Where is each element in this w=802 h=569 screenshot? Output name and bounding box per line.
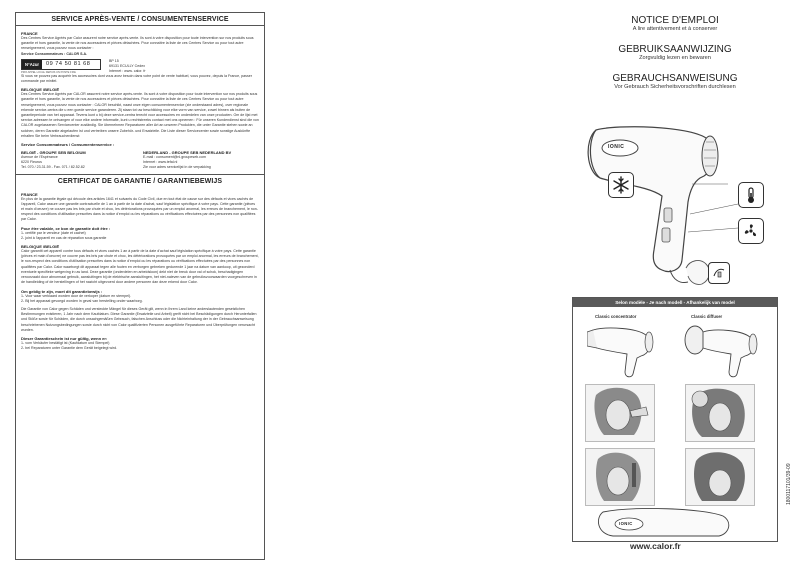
azur-sub: PRIX APPEL LOCAL DEPUIS UN POSTE FIXE — [21, 70, 76, 74]
service-warranty-panel — [15, 12, 265, 560]
cert-france-text: En plus de la garantie légale qui découle des articles 1641 et suivants du Code Civil, due en tout état de cause sur des défauts et vices cachés de l'appareil, Calor assure une garantie contractuelle de 1 an à partir de la date d'achat, sauf législation spécifique à votre pays. Cette garantie (pièces et main d'oeuvre) ne couvre pas les bris par chute et choc, les détériorations provoquées par un emploi anormal, les erreurs de branchement, le non-respect des conditions d'utilisation prescrites dans la notice d'emploi ou les réparations ou vérifications effectuées par des personnes non qualifiées par Calor. — [21, 196, 259, 222]
cert-nl-heading: Om geldig te zijn, moet dit garantiebewijs : — [21, 288, 103, 294]
cert-de-text: Die Garantie von Calor gegen Schäden und versteckte Mängel für dieses Gerät gilt, wenn in Ihrem Land keine anderslautenden gesetzlichen Bestimmungen existieren, 1 Jahr nach dem Kaufdatum. Diese Garantie (Ersatzteile und Arbeit) greift nicht bei Beschädigungen durch Herunterfallen und Stöße sowie für Schäden, die durch unsachgemäßen Gebrauch, falschen Anschluss oder die Nichteinhaltung der in der Gebrauchsanweisung beschriebenen Nutzungsbedingungen sowie durch nicht von Calor qualifizierten Personen ausgeführte Reparaturen und Überprüfungen verursacht wurden. — [21, 306, 257, 332]
netherlands-col-line: E-mail : consument@nl.groupeseb.com — [143, 155, 206, 160]
azur-box — [21, 59, 101, 70]
certificate-block — [16, 187, 264, 352]
dryer-brand-label-2: IONIC — [619, 521, 633, 526]
cert-france-heading: FRANCE — [21, 191, 38, 197]
certificate-title: CERTIFICAT DE GARANTIE / GARANTIEBEWIJS — [57, 177, 223, 185]
france-service-block — [16, 26, 264, 171]
subtitle-fr: A lire attentivement et à conserver — [632, 26, 718, 32]
woman-drying-hair-image — [586, 385, 654, 441]
woman-diffuser-image — [686, 385, 754, 441]
models-bar: Selon modèle - Je nach modell - Afhankelijk van model — [573, 298, 777, 307]
cert-de-2: 2- bei Reparaturen unter Garantie dem Gerät beigelegt wird. — [21, 346, 118, 351]
title-nl: GEBRUIKSAANWIJZING — [618, 44, 732, 55]
diffuser-dryer-drawing — [683, 322, 773, 378]
belgium-column — [21, 147, 137, 171]
azur-number: 09 74 50 81 68 — [46, 61, 91, 68]
azur-tag: N°Azur — [22, 60, 42, 69]
speed-badge — [738, 218, 764, 244]
france-text-2: Si vous ne pouvez pas acquérir les accessoires dont vous avez besoin dans votre point de vente habituel, vous pouvez, depuis la France, passer commande par minitel. — [21, 73, 252, 84]
cert-belgique-heading: BELGIQUE /BELGIË — [21, 244, 60, 250]
belgium-col-heading: BELGIË - GROUPE SEB BELGIUM — [21, 150, 86, 156]
hand-switch-badge — [708, 262, 730, 284]
cert-valid-heading: Pour être valable, ce bon de garantie doit être : — [21, 225, 111, 231]
document-code: 1800117101/39-09 — [786, 463, 792, 505]
belgium-col-line: Tel. 070 / 23.31.59 - Fax. 071 / 82.52.82 — [21, 165, 85, 170]
usage-photo-1 — [585, 384, 655, 442]
website-url[interactable]: www.calor.fr — [630, 541, 681, 551]
thermometer-icon — [742, 186, 760, 204]
snowflake-icon — [612, 176, 630, 194]
netherlands-col-line: Internet : www.tefal.nl — [143, 160, 178, 165]
cert-de-heading: Dieser Garantieschein ist nur gültig, wenn er: — [21, 335, 108, 341]
netherlands-column — [143, 147, 259, 171]
cool-shot-badge — [608, 172, 634, 198]
woman-brush-image — [586, 449, 654, 505]
subtitle-nl: Zorgvuldig lezen en bewaren — [639, 55, 711, 61]
usage-photo-4 — [685, 448, 755, 506]
france-heading: FRANCE — [21, 31, 38, 36]
title-fr-block — [570, 15, 780, 32]
cert-nl-1: 1- Voor waar verklaard worden door de verkoper (datum en stempel). — [21, 293, 132, 298]
belgium-col-line: Avenue de l'Espérance — [21, 155, 58, 160]
cert-de-1: 1- vom Verkäufer bestätigt ist (Kaufdatum und Stempel) — [21, 340, 110, 345]
address-bp: BP 15 — [109, 58, 119, 63]
title-de: GEBRAUCHSANWEISUNG — [612, 73, 738, 84]
consumer-heading: Service Consommateurs / Consumentenservice : — [21, 142, 115, 148]
cert-nl-2: 2- Bij het apparaat gevoegd worden in geval van herstelling onder waarborg. — [21, 298, 143, 303]
cert-valid-2: 2- joint à l'appareil en cas de réparation sous garantie — [21, 235, 107, 240]
dryer-brand-label: IONIC — [608, 144, 625, 150]
usage-photo-2 — [685, 384, 755, 442]
woman-curls-image — [686, 449, 754, 505]
fan-icon — [742, 222, 760, 240]
model-label-diffuser: Classic diffuser — [691, 314, 723, 319]
models-box — [572, 297, 778, 542]
belgique-heading: BELGIQUE /BELGIË — [21, 87, 60, 93]
azur-box-wrap — [21, 59, 101, 74]
service-title: SERVICE APRÈS-VENTE / CONSUMENTENSERVICE — [16, 13, 264, 26]
title-fr: NOTICE D'EMPLOI — [631, 15, 719, 26]
temperature-badge — [738, 182, 764, 208]
belgium-col-line: 6220 Fleurus — [21, 160, 42, 165]
consumer-columns — [21, 147, 259, 171]
france-contact: Service Consommateurs : CALOR S.A. — [21, 51, 88, 56]
netherlands-col-heading: NEDERLAND - GROUPE SEB NEDERLAND BV — [143, 150, 232, 156]
cert-belgique-text: Calor garantit cet appareil contre tous défauts et vices cachés 1 an à partir de la date d'achat sauf législation spécifique à votre pays. Cette garantie (pièces et main d'oeuvre) ne couvre pas les bris par chute et choc, les détériorations provoquées par un emploi anormal, les erreurs de branchement, le non-respect des conditions d'utilisation prescrites dans la notice d'emploi ou les réparations ou vérifications effectuées par des personnes non qualifiées par Calor. Calor waarborgt dit apparaat tegen alle fouten en verborgen gebreken gedurende 1 jaar na datum van aankoop, uit gezonderd eventuele specifieke wetgeving in uw land. Deze garantie (onderdelen en arbeidsloon) dekt niet de breuk door val of schok, beschadigingen veroorzaakt door abnormaal gebruik, aansluitingen bij de elektrische aansluitingen, het niet-naleven van de gebruiksvoorwaarden voorgeschreven in de handleiding of de herstellingen of het nazicht uitgevoerd door andere personen dan deze erkend door Calor. — [21, 249, 259, 285]
concentrator-dryer-drawing — [587, 322, 667, 378]
model-label-concentrator: Classic concentrator — [595, 314, 637, 319]
belgique-text: Des Centres Service Agréés par CALOR assurent notre service après-vente. Ils sont à votre disposition pour toute intervention sur nos produits sous garantie et hors garantie, la vente de nos accessoires et pièces détachées. Pour connaître la liste de ces Centres Service ou pour tout autre renseignement, vous pouvez nous contacter : CALOR beschikt, naast onze eigen consumentenservice (zie onderstaand adres), over regionale erkende service-centra die u een goede service garanderen. Zij staan tot uw beschikking voor elke vorm van service, zowel binnen als buiten de garantieperiode van het apparaat. Tevens kunt u bij deze service-centra terecht voor accessoires en onderdelen van onze producten. Om de lijst met service-adressen te ontvangen of voor elke andere informatie, kunt u rechtstreeks contact met ons opnemen : Für unseren Kundendienst sind die von CALOR zugelassenen Servicecenter zuständig. Sie übernehmen Reparaturen aller Art an unseren Produkten, die unter Garantie stehen sowie an solchen, deren Garantie abgelaufen ist und vertreiben unsere Zubehör- und Ersatzteile. Die Liste dieser Servicecenter sowie sonstige Auskünfte erhalten Sie beim Verbraucherdienst: — [21, 92, 259, 138]
usage-photo-3 — [585, 448, 655, 506]
subtitle-de: Vor Gebrauch Sicherheitsvorschriften durchlesen — [614, 84, 736, 90]
contact-row — [21, 59, 259, 74]
title-nl-block — [570, 44, 780, 61]
switch-detail-icon — [712, 266, 726, 280]
hair-dryer-illustration — [578, 120, 778, 290]
address-city: 69131 ECULLY Cedex — [109, 63, 146, 68]
address-internet: Internet : www. calor. fr — [109, 68, 146, 73]
calor-address — [109, 59, 146, 74]
netherlands-col-line: Zie voor adres servicelijst in de verpakking — [143, 165, 211, 170]
title-de-block — [570, 73, 780, 90]
france-text: Des Centres Service Agréés par Calor assurent notre service après-vente. Ils sont à votre disposition pour toute intervention sur nos produits sous garantie et hors garantie, la vente de nos accessoires et pièces détachées. Pour connaître la liste de ces Centres Service ou pour tout autre renseignement, vous pouvez nous contacter : — [21, 36, 254, 51]
cert-valid-1: 1- certifié par le vendeur (date et cachet) — [21, 230, 86, 235]
